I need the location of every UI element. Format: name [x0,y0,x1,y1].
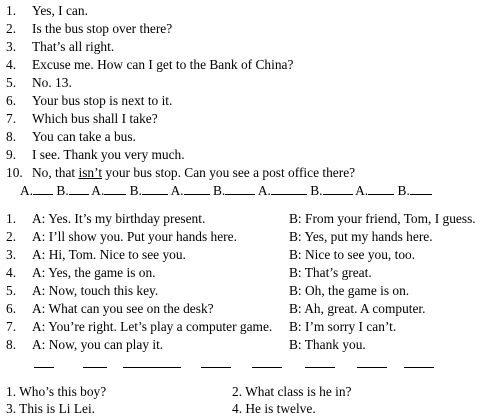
answer-blank[interactable] [201,355,231,368]
answer-label: A. [20,183,34,198]
answer-blank[interactable] [69,182,89,195]
answer-label: B. [56,183,69,198]
answer-label: A. [257,183,271,198]
answer-blank[interactable] [368,182,394,195]
answer-label: B. [397,183,410,198]
question-text: 4. He is twelve. [232,401,316,416]
answer-blank[interactable] [225,182,255,195]
question-text: 2. What class is he in? [232,384,352,399]
answer-label: B. [129,183,142,198]
question-text: 1. Who’s this boy? [6,384,107,399]
answer-blank[interactable] [404,355,434,368]
answer-blank[interactable] [104,182,126,195]
answer-blank[interactable] [33,182,53,195]
answer-blank[interactable] [34,355,54,368]
answer-blank[interactable] [252,355,282,368]
worksheet-page: 1. Yes, I can. 2. Is the bus stop over there? 3. That’s all right. 4. Excuse me. How can I get to the Bank of China? 5. No. 13. 6. Your bus stop is next to it. 7. Which bus shall I take? 8. You can take a bus. 9. I see. Thank you very much. 10. No, that isn’t your bus stop. Can you see a post office there? A. B. A. B. A. B. A. B. A. B. 1. A: Yes. It’s my birthday present. B: From your friend, Tom, I guess. 2. A: I’ll show you. Put your hands here. B: Yes, put my hands here. 3. A: Hi, Tom. Nice to see you. B: Nice to see you, too. 4. A: Yes, the game is on. B: That’s great. 5. A: Now, touch this key. B: Oh, the game is on. 6. A: What can you see on the desk? B: Ah, great. A computer. 7. A: You’re right. Let’s play a computer game. B: I’m sorry I can’t. 8. A: Now, you can play it. B: Thank you. 1. Who’s this boy? 2. What class is he in? 3. This is Li Lei. 4. He is twelve. [6,3,476,416]
answer-blank[interactable] [184,182,210,195]
answer-label: B. [310,183,323,198]
answer-blank[interactable] [305,355,335,368]
answer-label: A. [170,183,184,198]
answer-label: A. [355,183,369,198]
answer-blank[interactable] [83,355,107,368]
answer-label: B. [212,183,226,198]
answer-blank[interactable] [142,182,168,195]
answer-blank[interactable] [271,182,307,195]
answer-blank[interactable] [410,182,432,195]
answer-label: A. [91,183,105,198]
answer-blank[interactable] [357,355,387,368]
answer-line [20,182,432,199]
answer-blank[interactable] [123,355,181,368]
underlined-word: isn’t [78,165,103,180]
item-text: No, that [32,165,79,180]
question-text: 3. This is Li Lei. [6,401,96,416]
answer-blank[interactable] [323,182,353,195]
item-text: your bus stop. Can you see a post office there? [102,165,356,180]
